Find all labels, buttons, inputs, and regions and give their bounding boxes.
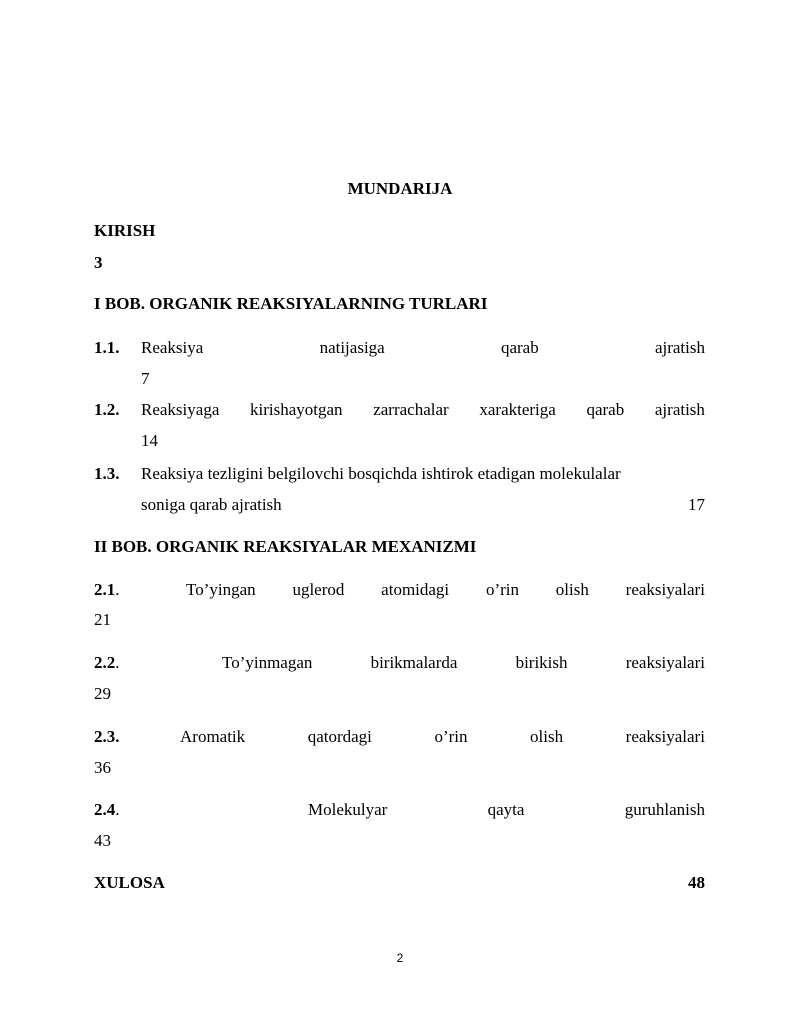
chapter2-heading: II BOB. ORGANIK REAKSIYALAR MEXANIZMI: [94, 537, 477, 556]
item-2-1-number: [94, 580, 120, 600]
item-2-2-title: [222, 653, 705, 673]
word: qarab: [586, 400, 625, 419]
conclusion-label: XULOSA: [94, 873, 165, 892]
word: o’rin: [485, 580, 519, 599]
word: Reaksiya: [141, 338, 204, 357]
page-title: MUNDARIJA: [347, 179, 453, 198]
word: reaksiyalari: [625, 580, 705, 599]
item-1-3-page: 17: [688, 495, 705, 514]
page-number: 2: [396, 951, 404, 965]
chapter1-heading: I BOB. ORGANIK REAKSIYALARNING TURLARI: [94, 294, 488, 313]
item-2-1-page: 21: [94, 610, 111, 629]
item-1-2-page: 14: [141, 431, 158, 450]
word: uglerod: [292, 580, 345, 599]
item-2-3-number: 2.3.: [94, 727, 120, 746]
item-2-3-title: [180, 727, 705, 747]
item-1-2-number: 1.2.: [94, 400, 120, 419]
word: Reaksiyaga: [141, 400, 220, 419]
item-1-1-title: [141, 338, 705, 358]
item-1-3-title-line1: Reaksiya tezligini belgilovchi bosqichda ishtirok etadigan molekulalar: [141, 464, 621, 483]
item-2-4-number: [94, 800, 120, 820]
word: zarrachalar: [373, 400, 449, 419]
item-2-2-number: [94, 653, 120, 673]
item-number: 2.1: [94, 580, 116, 599]
intro-page: 3: [94, 253, 103, 272]
word: xarakteriga: [479, 400, 556, 419]
item-number: 2.2: [94, 653, 116, 672]
item-2-1-title: [186, 580, 705, 600]
word: olish: [530, 727, 564, 746]
item-1-3-number: 1.3.: [94, 464, 120, 483]
word: qatordagi: [307, 727, 372, 746]
word: Molekulyar: [308, 800, 388, 819]
conclusion-page: 48: [688, 873, 705, 892]
word: ajratish: [654, 338, 705, 357]
word: natijasiga: [319, 338, 385, 357]
item-2-3-page: 36: [94, 758, 111, 777]
item-2-2-page: 29: [94, 684, 111, 703]
word: birikish: [515, 653, 568, 672]
word: To’yingan: [186, 580, 256, 599]
word: atomidagi: [381, 580, 450, 599]
word: To’yinmagan: [222, 653, 313, 672]
item-number: 2.4: [94, 800, 116, 819]
item-1-2-title: [141, 400, 705, 420]
word: birikmalarda: [370, 653, 458, 672]
word: olish: [555, 580, 589, 599]
item-1-3-title-line2: soniga qarab ajratish: [141, 495, 282, 514]
word: guruhlanish: [624, 800, 705, 819]
number-dot: .: [115, 580, 120, 599]
item-2-4-title: [308, 800, 705, 820]
word: o’rin: [434, 727, 468, 746]
item-1-1-page: 7: [141, 369, 150, 388]
word: reaksiyalari: [625, 653, 705, 672]
intro-label: KIRISH: [94, 221, 156, 240]
word: kirishayotgan: [250, 400, 343, 419]
item-1-1-number: 1.1.: [94, 338, 120, 357]
word: reaksiyalari: [625, 727, 705, 746]
word: ajratish: [654, 400, 705, 419]
number-dot: .: [115, 800, 120, 819]
word: Aromatik: [180, 727, 246, 746]
number-dot: .: [115, 653, 120, 672]
word: qayta: [487, 800, 525, 819]
word: qarab: [500, 338, 539, 357]
item-2-4-page: 43: [94, 831, 111, 850]
